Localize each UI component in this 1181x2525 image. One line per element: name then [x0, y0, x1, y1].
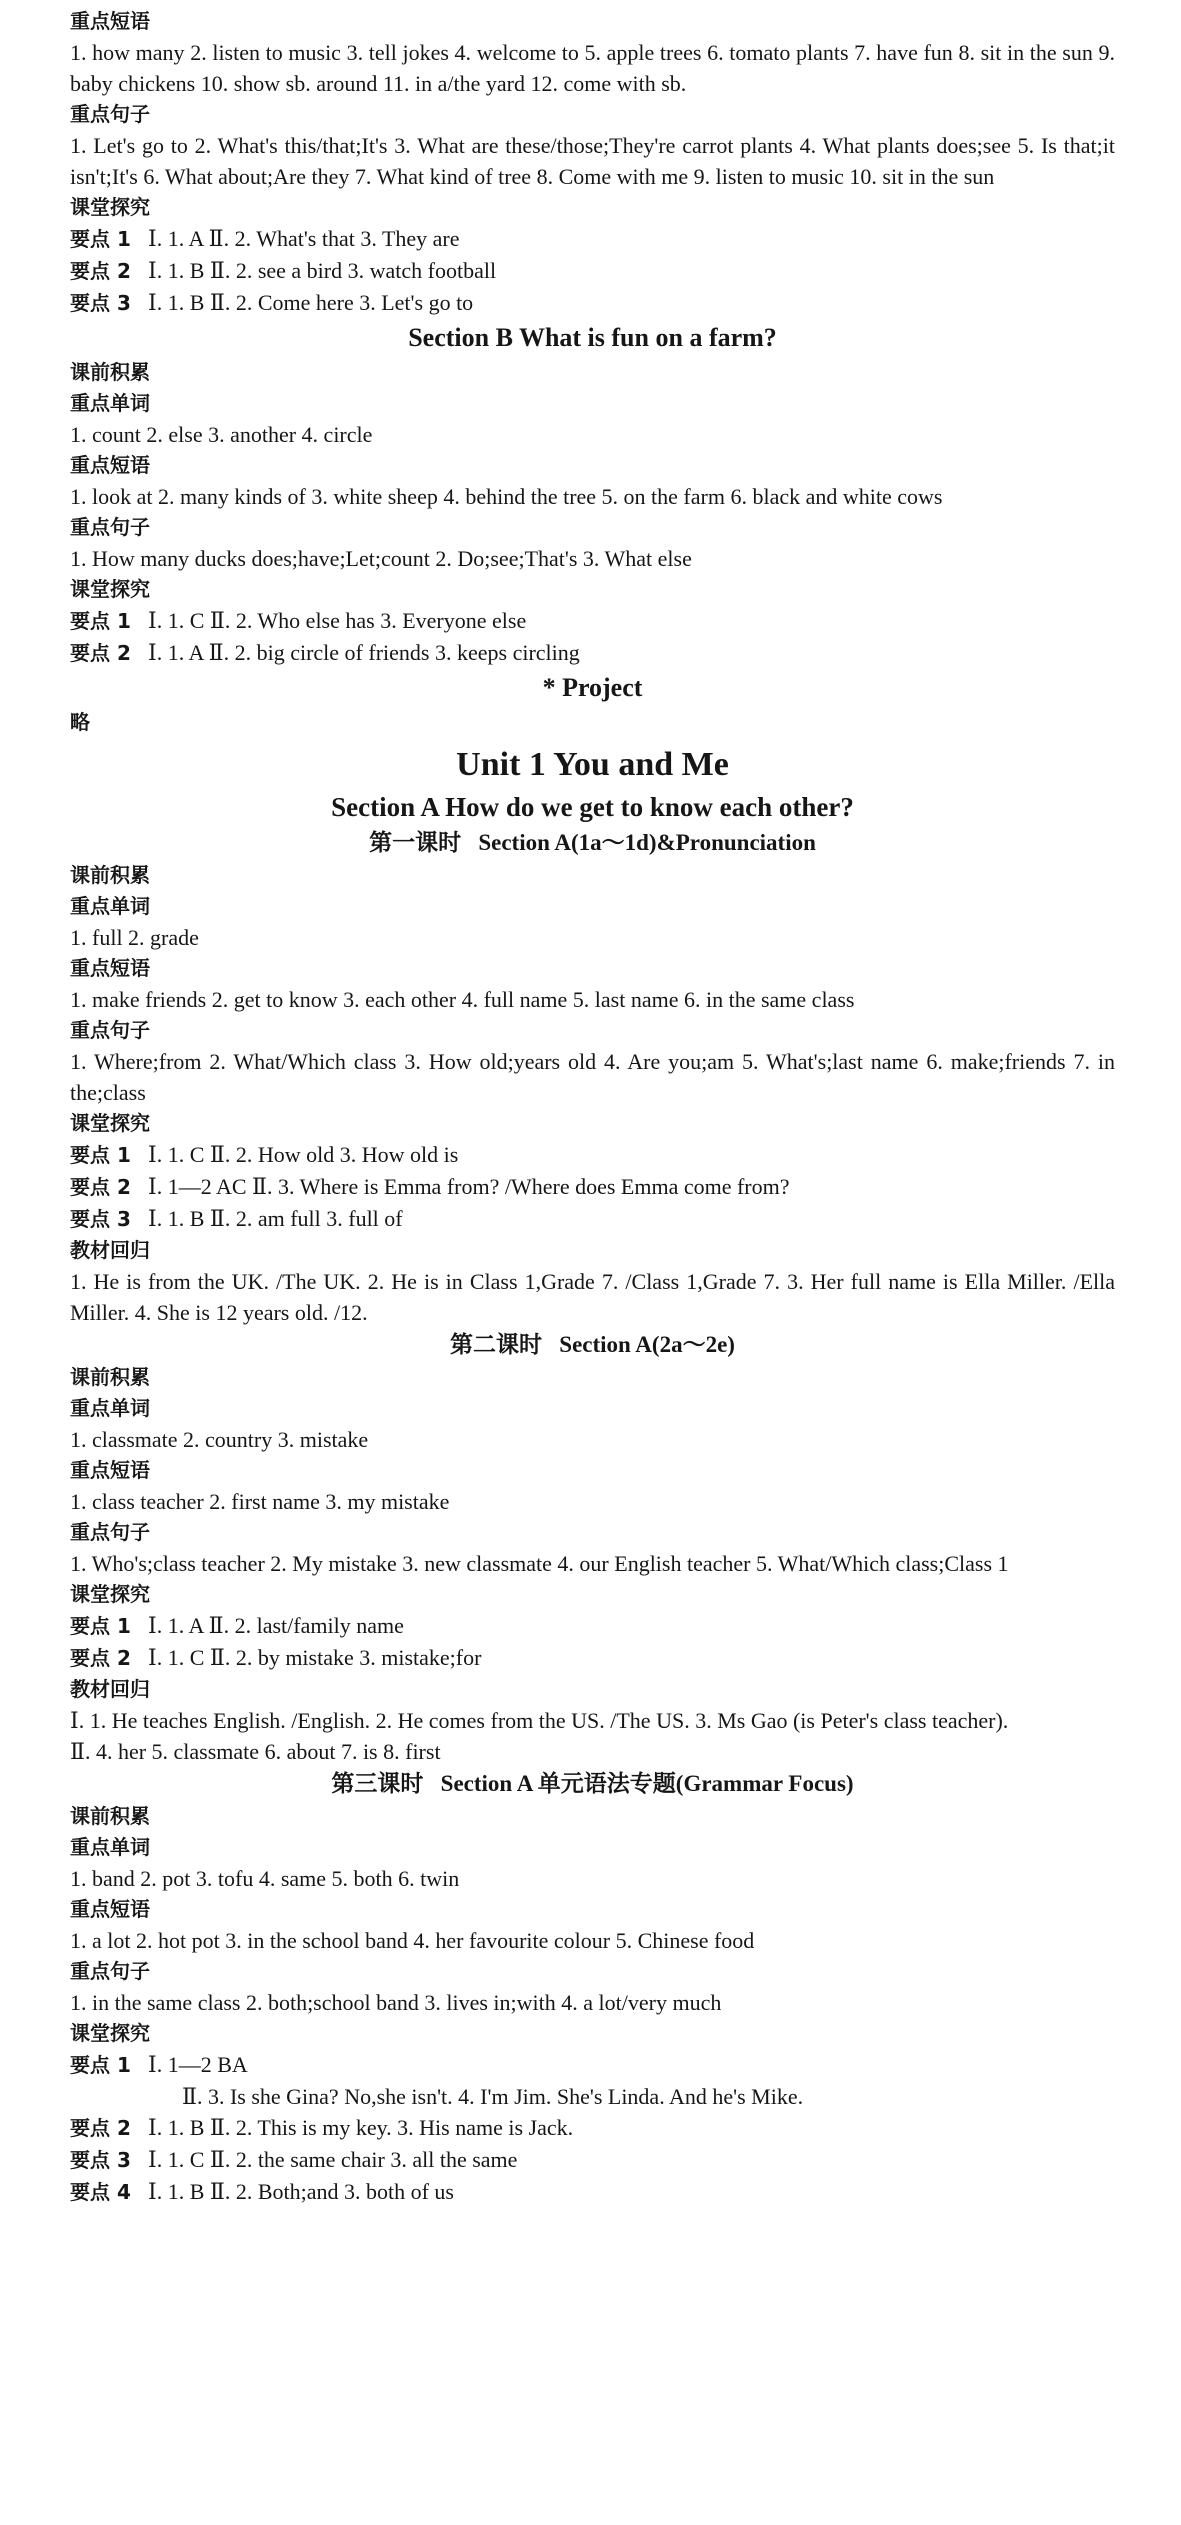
category-label: 课堂探究: [70, 195, 150, 219]
key-point-label: 要点 1: [70, 1614, 131, 1638]
answer-line: 1. He is from the UK. /The UK. 2. He is in Class 1,Grade 7. /Class 1,Grade 7. 3. Her full name is Ella Miller. /Ella Miller. 4. She is 12 years old. /12.: [70, 1269, 1115, 1325]
lesson-heading: [70, 1767, 1115, 1801]
key-point-answers: Ⅰ. 1. A Ⅱ. 2. last/family name: [148, 1613, 404, 1638]
answer-line: 1. class teacher 2. first name 3. my mistake: [70, 1489, 450, 1514]
key-point-answers: Ⅰ. 1. B Ⅱ. 2. see a bird 3. watch football: [148, 258, 497, 283]
key-point-row: [70, 637, 1115, 669]
answer-line: Ⅱ. 4. her 5. classmate 6. about 7. is 8. first: [70, 1739, 441, 1764]
key-point-row: [70, 1139, 1115, 1171]
key-point-label: 要点 2: [70, 2116, 131, 2140]
category-label: 略: [70, 710, 90, 734]
category-label: 课前积累: [70, 360, 150, 384]
category-label: 重点单词: [70, 894, 150, 918]
key-point-label: 要点 3: [70, 1207, 131, 1231]
answer-line: 1. classmate 2. country 3. mistake: [70, 1427, 369, 1452]
answer-line: 1. band 2. pot 3. tofu 4. same 5. both 6. twin: [70, 1866, 460, 1891]
lesson-heading: [70, 1328, 1115, 1362]
key-point-row: [70, 255, 1115, 287]
category-label: 课堂探究: [70, 577, 150, 601]
key-point-row: [70, 287, 1115, 319]
key-point-answers: Ⅰ. 1—2 BA: [148, 2052, 248, 2077]
answer-line: 1. make friends 2. get to know 3. each other 4. full name 5. last name 6. in the same class: [70, 987, 855, 1012]
category-label: 课前积累: [70, 863, 150, 887]
key-point-answers: Ⅰ. 1. C Ⅱ. 2. How old 3. How old is: [148, 1142, 459, 1167]
answer-line: 1. How many ducks does;have;Let;count 2. Do;see;That's 3. What else: [70, 546, 692, 571]
unit-heading: Unit 1 You and Me: [456, 746, 729, 783]
key-point-answers: Ⅰ. 1. C Ⅱ. 2. Who else has 3. Everyone else: [148, 608, 527, 633]
key-point-answers: Ⅰ. 1. C Ⅱ. 2. by mistake 3. mistake;for: [148, 1645, 482, 1670]
key-point-answers: Ⅰ. 1. C Ⅱ. 2. the same chair 3. all the same: [148, 2147, 518, 2172]
key-point-label: 要点 3: [70, 2148, 131, 2172]
key-point-row: [70, 2049, 1115, 2081]
category-label: 重点短语: [70, 1458, 150, 1482]
category-label: 重点句子: [70, 1520, 150, 1544]
key-point-label: 要点 4: [70, 2180, 131, 2204]
lesson-heading: [70, 826, 1115, 860]
category-label: 重点短语: [70, 9, 150, 33]
key-point-answers: Ⅰ. 1. B Ⅱ. 2. This is my key. 3. His name is Jack.: [148, 2115, 574, 2140]
key-point-answers: Ⅰ. 1—2 AC Ⅱ. 3. Where is Emma from? /Where does Emma come from?: [148, 1174, 790, 1199]
lesson-number: 第一课时: [369, 830, 462, 856]
answer-line: 1. a lot 2. hot pot 3. in the school band 4. her favourite colour 5. Chinese food: [70, 1928, 755, 1953]
key-point-label: 要点 2: [70, 641, 131, 665]
answer-line: 1. how many 2. listen to music 3. tell jokes 4. welcome to 5. apple trees 6. tomato plants 7. have fun 8. sit in the sun 9. baby chickens 10. show sb. around 11. in a/the yard 12. come with sb.: [70, 40, 1115, 96]
category-label: 重点单词: [70, 1396, 150, 1420]
key-point-label: 要点 2: [70, 1646, 131, 1670]
lesson-number: 第三课时: [331, 1771, 424, 1797]
lesson-title: Section A 单元语法专题(Grammar Focus): [440, 1771, 854, 1796]
category-label: 课堂探究: [70, 1111, 150, 1135]
key-point-row: [70, 2176, 1115, 2208]
answer-line: Ⅱ. 3. Is she Gina? No,she isn't. 4. I'm Jim. She's Linda. And he's Mike.: [182, 2084, 804, 2109]
category-label: 重点单词: [70, 1835, 150, 1859]
key-point-row: [70, 1171, 1115, 1203]
answer-line: 1. look at 2. many kinds of 3. white sheep 4. behind the tree 5. on the farm 6. black and white cows: [70, 484, 943, 509]
key-point-answers: Ⅰ. 1. A Ⅱ. 2. big circle of friends 3. keeps circling: [148, 640, 580, 665]
key-point-row: [70, 2112, 1115, 2144]
lesson-title: Section A(1a～1d)&Pronunciation: [478, 830, 816, 855]
category-label: 教材回归: [70, 1238, 150, 1262]
category-label: 课堂探究: [70, 2021, 150, 2045]
key-point-answers: Ⅰ. 1. A Ⅱ. 2. What's that 3. They are: [148, 226, 460, 251]
key-point-label: 要点 1: [70, 2053, 131, 2077]
key-point-answers: Ⅰ. 1. B Ⅱ. 2. Both;and 3. both of us: [148, 2179, 454, 2204]
category-label: 重点短语: [70, 956, 150, 980]
section-heading: * Project: [542, 673, 643, 702]
category-label: 教材回归: [70, 1677, 150, 1701]
category-label: 重点句子: [70, 515, 150, 539]
answer-line: Ⅰ. 1. He teaches English. /English. 2. He comes from the US. /The US. 3. Ms Gao (is Peter's class teacher).: [70, 1708, 1009, 1733]
category-label: 重点短语: [70, 453, 150, 477]
answer-line: 1. in the same class 2. both;school band 3. lives in;with 4. a lot/very much: [70, 1990, 722, 2015]
answer-line: 1. Let's go to 2. What's this/that;It's 3. What are these/those;They're carrot plants 4. What plants does;see 5. Is that;it isn't;It's 6. What about;Are they 7. What kind of tree 8. Come with me 9. listen to music 10. sit in the sun: [70, 133, 1115, 189]
answer-line: 1. Where;from 2. What/Which class 3. How old;years old 4. Are you;am 5. What's;last name 6. make;friends 7. in the;class: [70, 1049, 1115, 1105]
key-point-row: [70, 1203, 1115, 1235]
key-point-label: 要点 1: [70, 609, 131, 633]
category-label: 课前积累: [70, 1365, 150, 1389]
key-point-row: [70, 2144, 1115, 2176]
key-point-label: 要点 2: [70, 259, 131, 283]
key-point-label: 要点 1: [70, 227, 131, 251]
key-point-row: [70, 605, 1115, 637]
key-point-answers: Ⅰ. 1. B Ⅱ. 2. Come here 3. Let's go to: [148, 290, 474, 315]
answer-line: 1. Who's;class teacher 2. My mistake 3. new classmate 4. our English teacher 5. What/Which class;Class 1: [70, 1551, 1009, 1576]
answer-line: 1. count 2. else 3. another 4. circle: [70, 422, 373, 447]
category-label: 课前积累: [70, 1804, 150, 1828]
category-label: 重点句子: [70, 102, 150, 126]
key-point-row: [70, 1642, 1115, 1674]
category-label: 重点单词: [70, 391, 150, 415]
key-point-label: 要点 3: [70, 291, 131, 315]
section-heading: Section A How do we get to know each other?: [331, 792, 854, 822]
category-label: 课堂探究: [70, 1582, 150, 1606]
lesson-number: 第二课时: [450, 1332, 543, 1358]
key-point-label: 要点 2: [70, 1175, 131, 1199]
lesson-title: Section A(2a～2e): [559, 1332, 735, 1357]
category-label: 重点短语: [70, 1897, 150, 1921]
category-label: 重点句子: [70, 1959, 150, 1983]
key-point-row: [70, 1610, 1115, 1642]
key-point-row: [70, 223, 1115, 255]
answer-line: 1. full 2. grade: [70, 925, 199, 950]
section-heading: Section B What is fun on a farm?: [408, 323, 777, 352]
key-point-label: 要点 1: [70, 1143, 131, 1167]
key-point-answers: Ⅰ. 1. B Ⅱ. 2. am full 3. full of: [148, 1206, 403, 1231]
category-label: 重点句子: [70, 1018, 150, 1042]
